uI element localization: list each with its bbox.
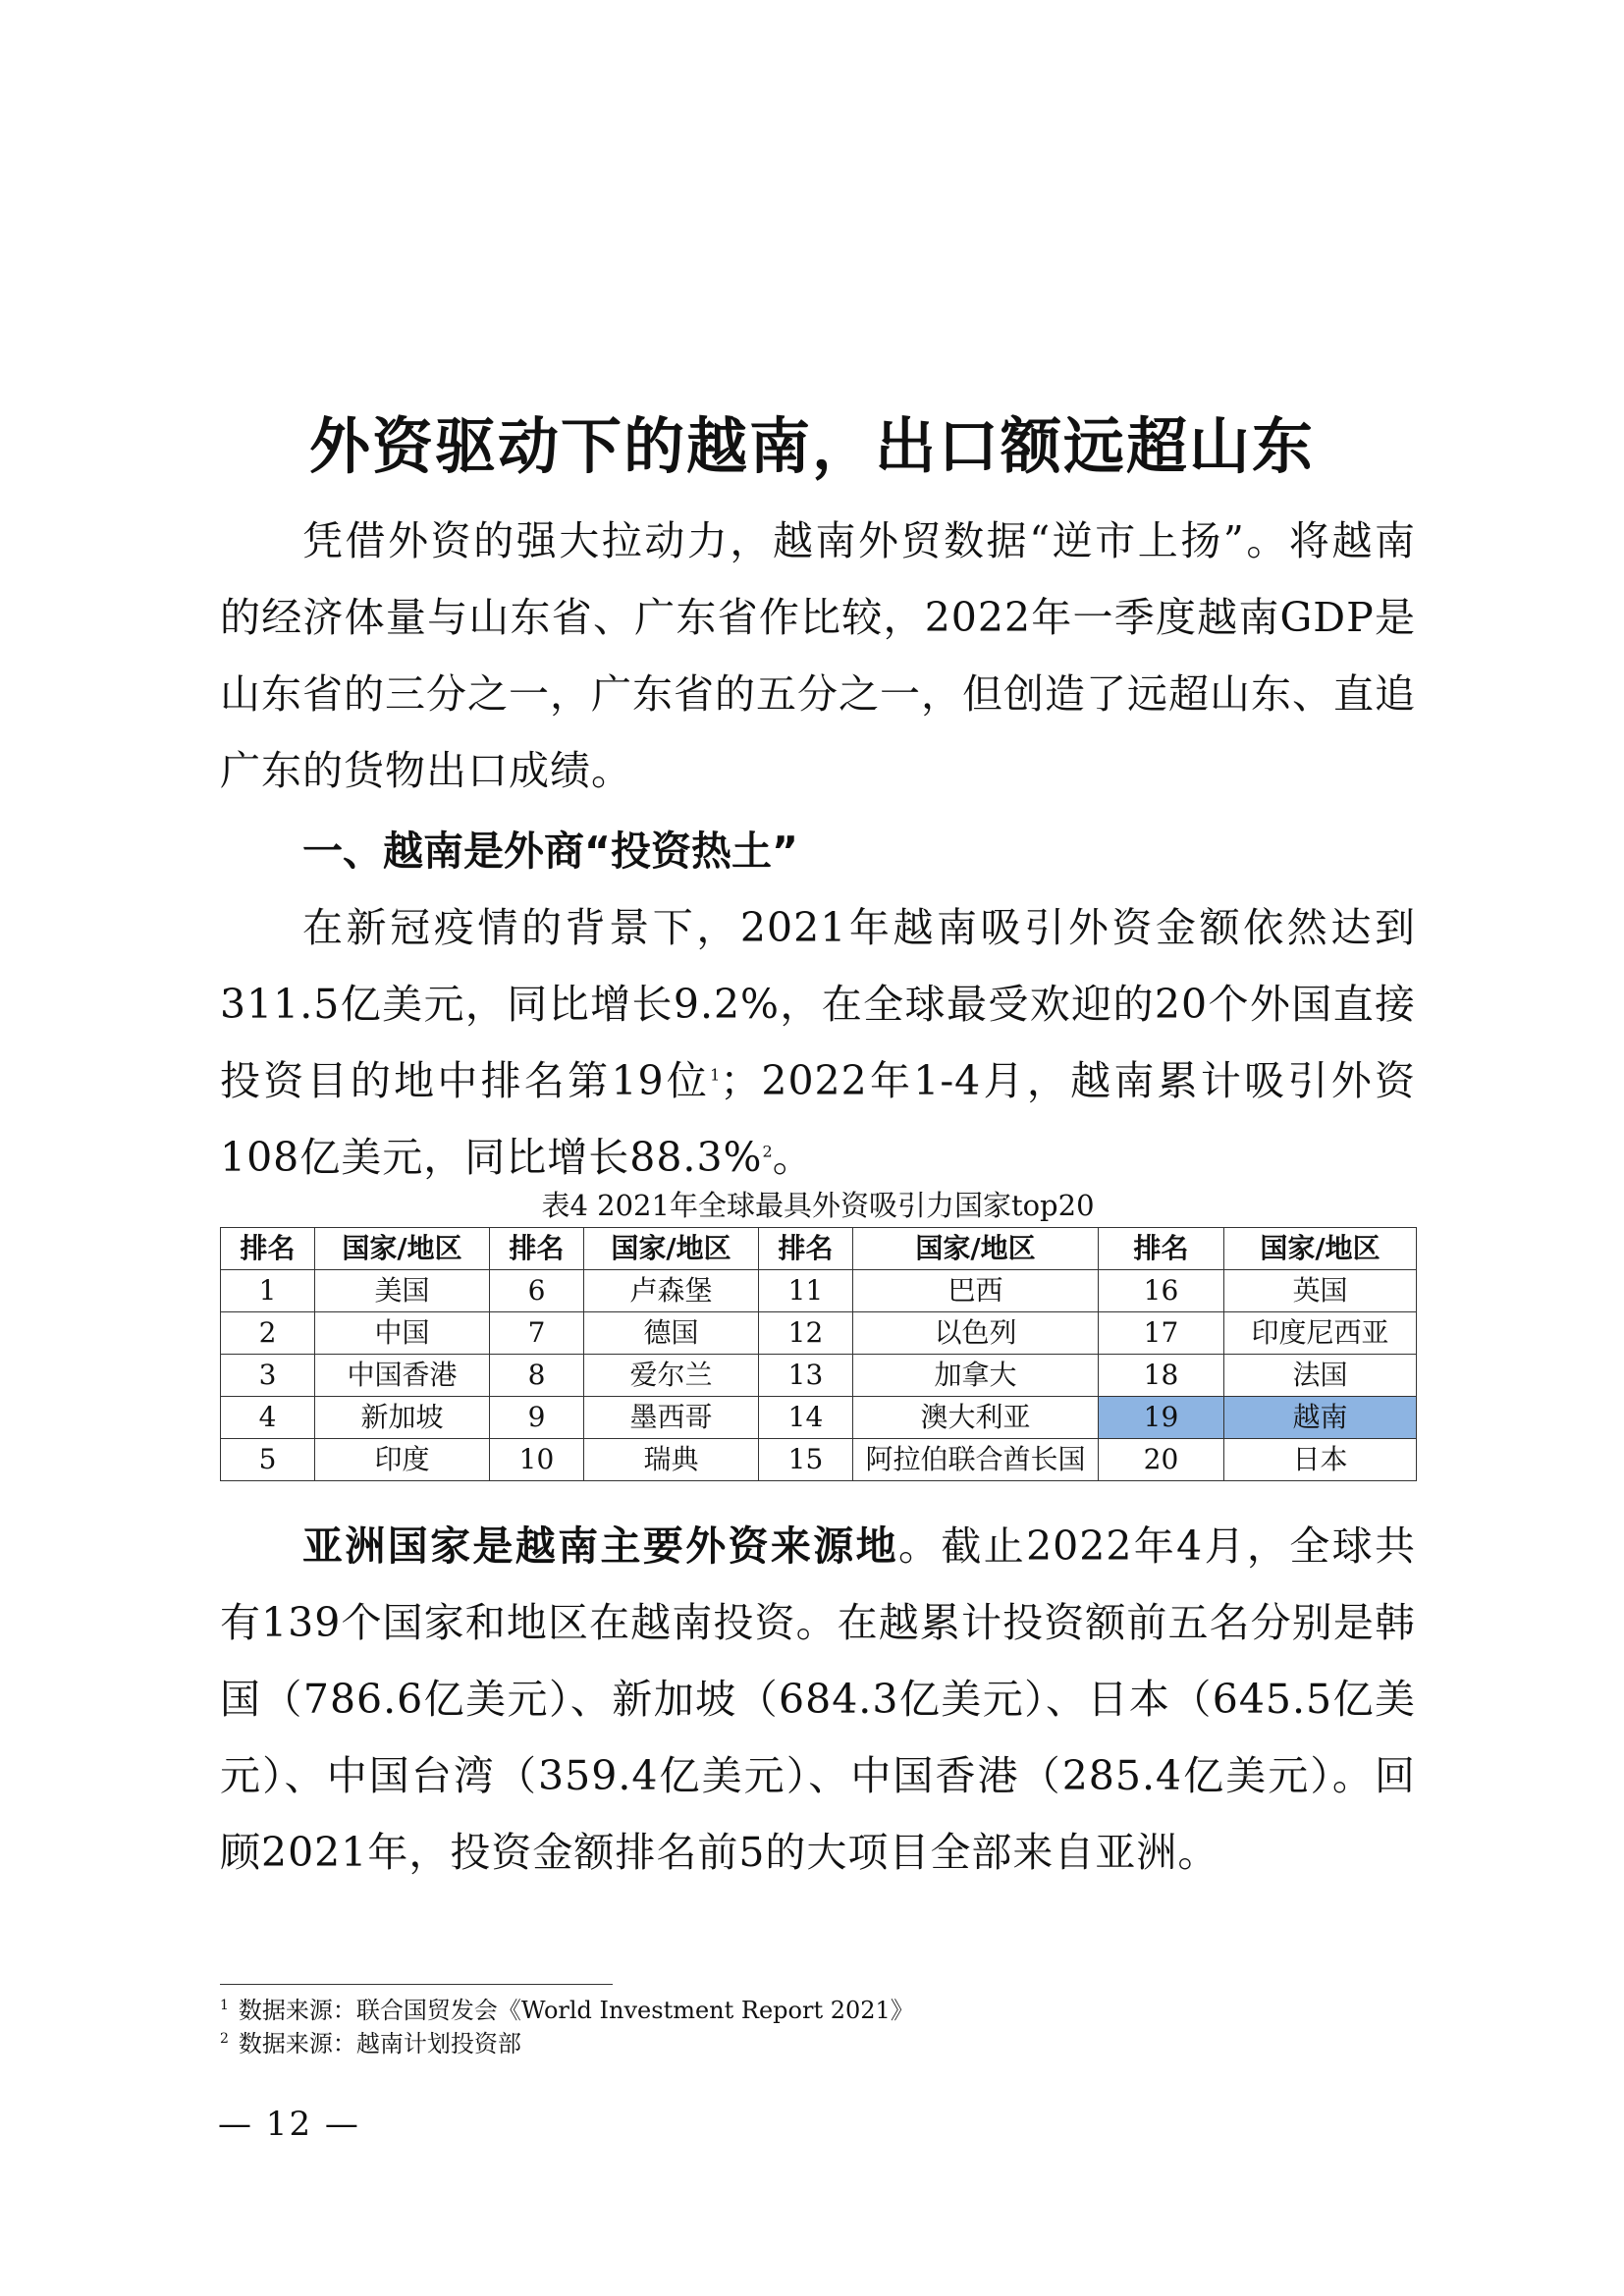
country-cell: 法国 (1224, 1355, 1417, 1397)
footnote-text: 数据来源：越南计划投资部 (238, 2030, 521, 2057)
rank-cell: 1 (221, 1270, 315, 1312)
rank-cell: 12 (759, 1312, 853, 1355)
country-cell: 英国 (1224, 1270, 1417, 1312)
rank-cell: 2 (221, 1312, 315, 1355)
country-cell: 印度 (315, 1439, 490, 1481)
rank-cell: 5 (221, 1439, 315, 1481)
header-rank: 排名 (490, 1228, 584, 1270)
table-row (221, 1270, 1417, 1312)
rank-cell: 16 (1099, 1270, 1224, 1312)
country-cell: 巴西 (853, 1270, 1099, 1312)
asia-text: 。截止2022年4月，全球共有139个国家和地区在越南投资。在越累计投资额前五名分别是韩国（786.6亿美元）、新加坡（684.3亿美元）、日本（645.5亿美元）、中国台湾（359.4亿美元）、中国香港（285.4亿美元）。回顾2021年，投资金额排名前5的大项目全部来自亚洲。 (220, 1522, 1416, 1876)
table-row (221, 1312, 1417, 1355)
asia-paragraph (220, 1508, 1416, 1891)
country-cell: 澳大利亚 (853, 1397, 1099, 1439)
fdi-text-1: 在新冠疫情的背景下，2021年越南吸引外资金额依然达到311.5亿美元，同比增长9.2%，在全球最受欢迎的20个外国直接投资目的地中排名第19位 (220, 904, 1416, 1104)
rank-cell: 11 (759, 1270, 853, 1312)
header-country: 国家/地区 (315, 1228, 490, 1270)
rank-cell: 18 (1099, 1355, 1224, 1397)
rank-cell: 7 (490, 1312, 584, 1355)
page-number: — 12 — (218, 2105, 360, 2144)
rank-cell: 9 (490, 1397, 584, 1439)
rank-cell: 4 (221, 1397, 315, 1439)
country-cell: 日本 (1224, 1439, 1417, 1481)
fdi-ranking-table (220, 1227, 1417, 1481)
country-cell: 美国 (315, 1270, 490, 1312)
country-cell: 阿拉伯联合酋长国 (853, 1439, 1099, 1481)
country-cell: 中国香港 (315, 1355, 490, 1397)
fdi-paragraph (220, 889, 1416, 1196)
header-country: 国家/地区 (853, 1228, 1099, 1270)
table-header-row (221, 1228, 1417, 1270)
country-cell: 德国 (584, 1312, 759, 1355)
section-heading-1: 一、越南是外商“投资热土” (302, 828, 798, 875)
table-row (221, 1439, 1417, 1481)
fdi-text-3: 。 (772, 1134, 814, 1181)
rank-cell: 15 (759, 1439, 853, 1481)
header-country: 国家/地区 (584, 1228, 759, 1270)
country-cell: 加拿大 (853, 1355, 1099, 1397)
rank-cell: 6 (490, 1270, 584, 1312)
footnote-number: 2 (220, 2031, 229, 2047)
footnote-divider (220, 1984, 613, 1985)
table-row (221, 1397, 1417, 1439)
footnote-ref-2[interactable]: 2 (762, 1142, 773, 1161)
table-caption: 表4 2021年全球最具外资吸引力国家top20 (541, 1189, 1095, 1222)
footnote-2 (220, 2028, 521, 2059)
country-cell: 墨西哥 (584, 1397, 759, 1439)
footnote-ref-1[interactable]: 1 (710, 1065, 721, 1085)
country-cell: 爱尔兰 (584, 1355, 759, 1397)
country-cell: 中国 (315, 1312, 490, 1355)
rank-cell: 13 (759, 1355, 853, 1397)
highlighted-country-cell: 越南 (1224, 1397, 1417, 1439)
footnote-number: 1 (220, 1998, 229, 2013)
country-cell: 印度尼西亚 (1224, 1312, 1417, 1355)
footnote-text: 数据来源：联合国贸发会《World Investment Report 2021》 (238, 1997, 914, 2024)
table-row (221, 1355, 1417, 1397)
country-cell: 瑞典 (584, 1439, 759, 1481)
header-country: 国家/地区 (1224, 1228, 1417, 1270)
fdi-text-2: ；2022年1-4月，越南累计吸引外资108亿美元，同比增长88.3% (220, 1057, 1416, 1181)
country-cell: 以色列 (853, 1312, 1099, 1355)
rank-cell: 3 (221, 1355, 315, 1397)
intro-paragraph: 凭借外资的强大拉动力，越南外贸数据“逆市上扬”。将越南的经济体量与山东省、广东省作比较，2022年一季度越南GDP是山东省的三分之一，广东省的五分之一，但创造了远超山东、直追广东的货物出口成绩。 (220, 517, 1416, 794)
rank-cell: 14 (759, 1397, 853, 1439)
header-rank: 排名 (1099, 1228, 1224, 1270)
asia-lead-sentence: 亚洲国家是越南主要外资来源地 (302, 1522, 898, 1570)
rank-cell: 8 (490, 1355, 584, 1397)
country-cell: 新加坡 (315, 1397, 490, 1439)
rank-cell: 17 (1099, 1312, 1224, 1355)
footnote-1 (220, 1995, 914, 2026)
highlighted-rank-cell: 19 (1099, 1397, 1224, 1439)
header-rank: 排名 (221, 1228, 315, 1270)
rank-cell: 10 (490, 1439, 584, 1481)
rank-cell: 20 (1099, 1439, 1224, 1481)
header-rank: 排名 (759, 1228, 853, 1270)
document-title: 外资驱动下的越南，出口额远超山东 (308, 409, 1315, 482)
country-cell: 卢森堡 (584, 1270, 759, 1312)
